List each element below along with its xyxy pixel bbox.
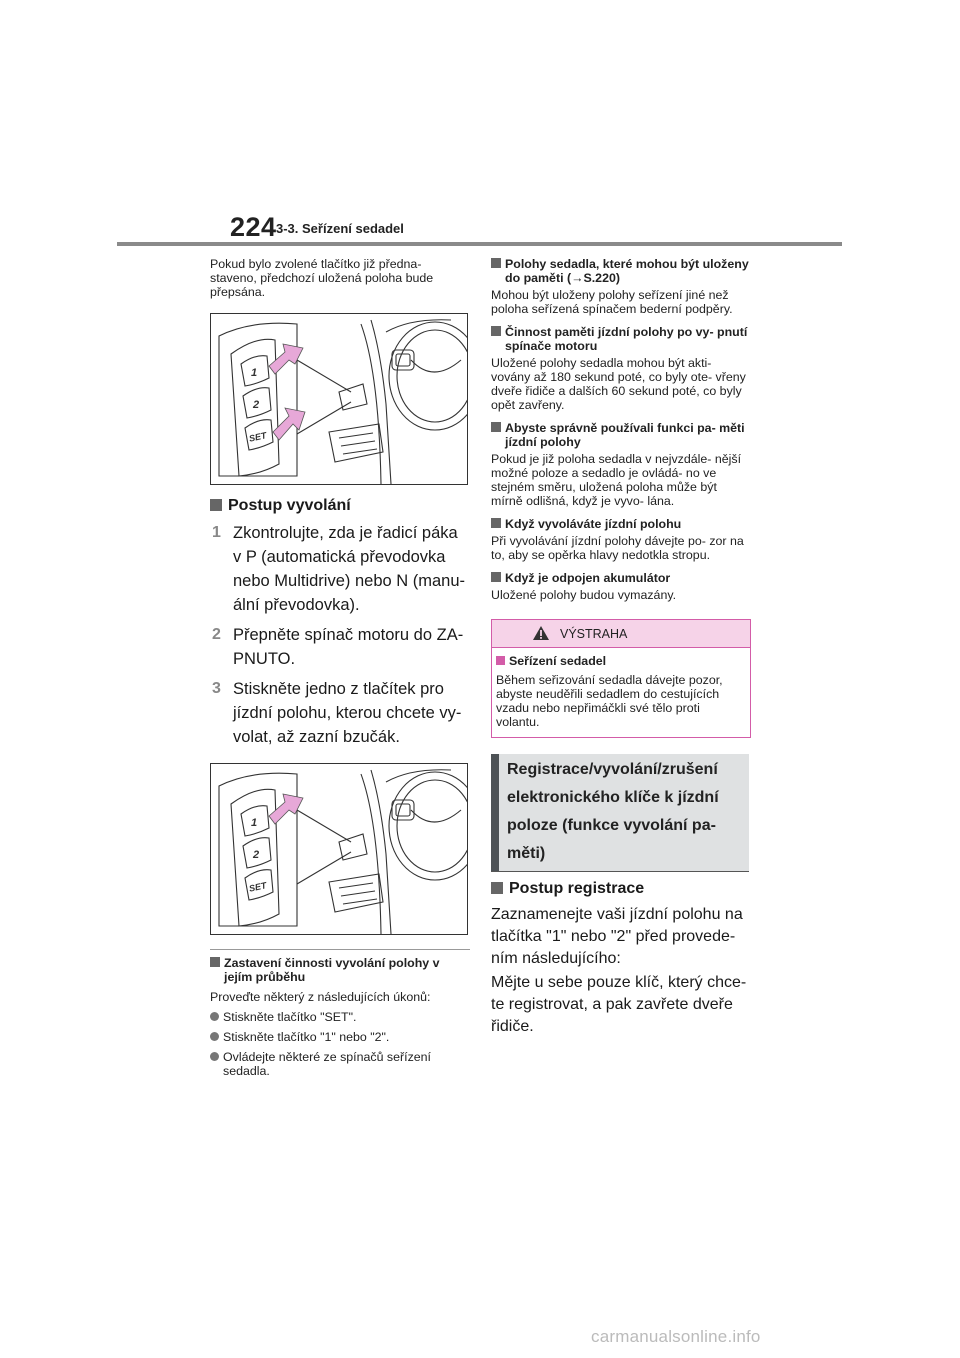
warning-box — [491, 619, 751, 738]
warning-heading: Seřízení sedadel — [496, 654, 746, 668]
section-heading-line: elektronického klíče k jízdní — [507, 789, 719, 806]
step-number: 2 — [212, 626, 221, 643]
section-title: 3-3. Seřízení sedadel — [276, 221, 404, 236]
note-text: Uložené polohy sedadla mohou být akti- vovány až 180 sekund poté, co byly ote- vřeny dveře řidiče a dalších 60 sekund poté, co byly opět zavřeny. — [491, 356, 746, 412]
note-heading: Když vyvoláváte jízdní polohu — [491, 517, 751, 531]
bullet-dot-icon — [210, 1052, 219, 1061]
section-heading-line: Registrace/vyvolání/zrušení — [507, 761, 718, 778]
step-text: Stiskněte jedno z tlačítek pro jízdní polohu, kterou chcete vy- volat, až zazní bzučák. — [233, 680, 462, 746]
bullet-dot-icon — [210, 1012, 219, 1021]
step-number: 3 — [212, 680, 221, 697]
button-2-label: 2 — [253, 849, 260, 861]
right-column — [491, 255, 751, 1038]
step-number: 1 — [212, 524, 221, 541]
intro-text: Pokud bylo zvolené tlačítko již předna- staveno, předchozí uložená poloha bude přepsána. — [210, 257, 434, 299]
square-bullet-icon — [496, 656, 505, 665]
square-bullet-icon — [491, 518, 501, 528]
warning-header — [492, 620, 750, 648]
seat-memory-illustration — [211, 314, 468, 485]
note-heading: Když je odpojen akumulátor — [491, 571, 751, 585]
header-rule — [117, 242, 842, 246]
warning-triangle-icon — [532, 625, 550, 641]
figure-memory-set — [210, 313, 468, 485]
recall-heading: Postup vyvolání — [210, 495, 470, 517]
step-2 — [210, 623, 470, 671]
button-2-label: 2 — [253, 399, 260, 411]
square-bullet-icon — [210, 499, 222, 511]
bullet-dot-icon — [210, 1032, 219, 1041]
button-1-label: 1 — [251, 817, 258, 829]
section-heading-line: poloze (funkce vyvolání pa- — [507, 817, 716, 834]
square-bullet-icon — [491, 422, 501, 432]
square-bullet-icon — [491, 258, 501, 268]
registration-text: Zaznamenejte vaši jízdní polohu na tlačítka "1" nebo "2" před provede- ním následujícího: — [491, 906, 743, 967]
note-heading: Polohy sedadla, které mohou být uloženy do paměti (→S.220) — [491, 257, 751, 285]
step-1 — [210, 521, 470, 617]
button-set-label: SET — [248, 430, 268, 444]
registration-heading: Postup registrace — [491, 878, 751, 900]
warning-body — [492, 648, 750, 737]
left-column — [210, 255, 470, 1078]
pink-arrow-icon — [269, 794, 303, 824]
section-heading-line: měti) — [507, 845, 546, 862]
note-text: Mohou být uloženy polohy seřízení jiné než poloha seřízená spínačem bederní podpěry. — [491, 288, 733, 316]
pink-arrow-icon — [269, 344, 303, 374]
figure-memory-recall — [210, 763, 468, 935]
divider — [210, 949, 470, 950]
step-text: Zkontrolujte, zda je řadicí páka v P (automatická převodovka nebo Multidrive) nebo N (manu- ální převodovka). — [233, 524, 466, 614]
list-item: Stiskněte tlačítko "SET". — [210, 1010, 470, 1024]
registration-text: Mějte u sebe pouze klíč, který chce- te registrovat, a pak zavřete dveře řidiče. — [491, 974, 747, 1035]
button-set-label: SET — [248, 880, 268, 894]
page-number: 224 — [230, 212, 277, 242]
step-3 — [210, 677, 470, 749]
section-heading-box — [491, 754, 749, 872]
warning-text: Během seřizování sedadla dávejte pozor, abyste neuděřili sedadlem do cestujících vzadu nebo nepřimáčkli své tělo proti volantu. — [496, 673, 723, 729]
note-text: Uložené polohy budou vymazány. — [491, 588, 677, 602]
square-bullet-icon — [491, 326, 501, 336]
seat-memory-illustration — [211, 764, 468, 935]
stop-intro: Proveďte některý z následujících úkonů: — [210, 990, 431, 1004]
button-1-label: 1 — [251, 367, 258, 379]
square-bullet-icon — [210, 957, 220, 967]
page-header — [0, 0, 960, 250]
watermark: carmanualsonline.info — [591, 1327, 761, 1346]
note-text: Pokud je již poloha sedadla v nejvzdále- nější možné poloze a sedadlo je ovládá- no ve stejném směru, uložená poloha může být mírně odlišná, když je vyvo- lána. — [491, 452, 742, 508]
square-bullet-icon — [491, 882, 503, 894]
step-text: Přepněte spínač motoru do ZA- PNUTO. — [233, 626, 464, 668]
warning-title: VÝSTRAHA — [560, 627, 628, 641]
list-item: Stiskněte tlačítko "1" nebo "2". — [210, 1030, 470, 1044]
list-item: Ovládejte některé ze spínačů seřízení sedadla. — [210, 1050, 470, 1078]
square-bullet-icon — [491, 572, 501, 582]
note-heading: Činnost paměti jízdní polohy po vy- pnutí spínače motoru — [491, 325, 751, 353]
stop-heading: Zastavení činnosti vyvolání polohy v jejím průběhu — [210, 956, 470, 984]
note-text: Při vyvolávání jízdní polohy dávejte po- zor na to, aby se opěrka hlavy nedotkla stropu. — [491, 534, 744, 562]
note-heading: Abyste správně používali funkci pa- měti jízdní polohy — [491, 421, 751, 449]
